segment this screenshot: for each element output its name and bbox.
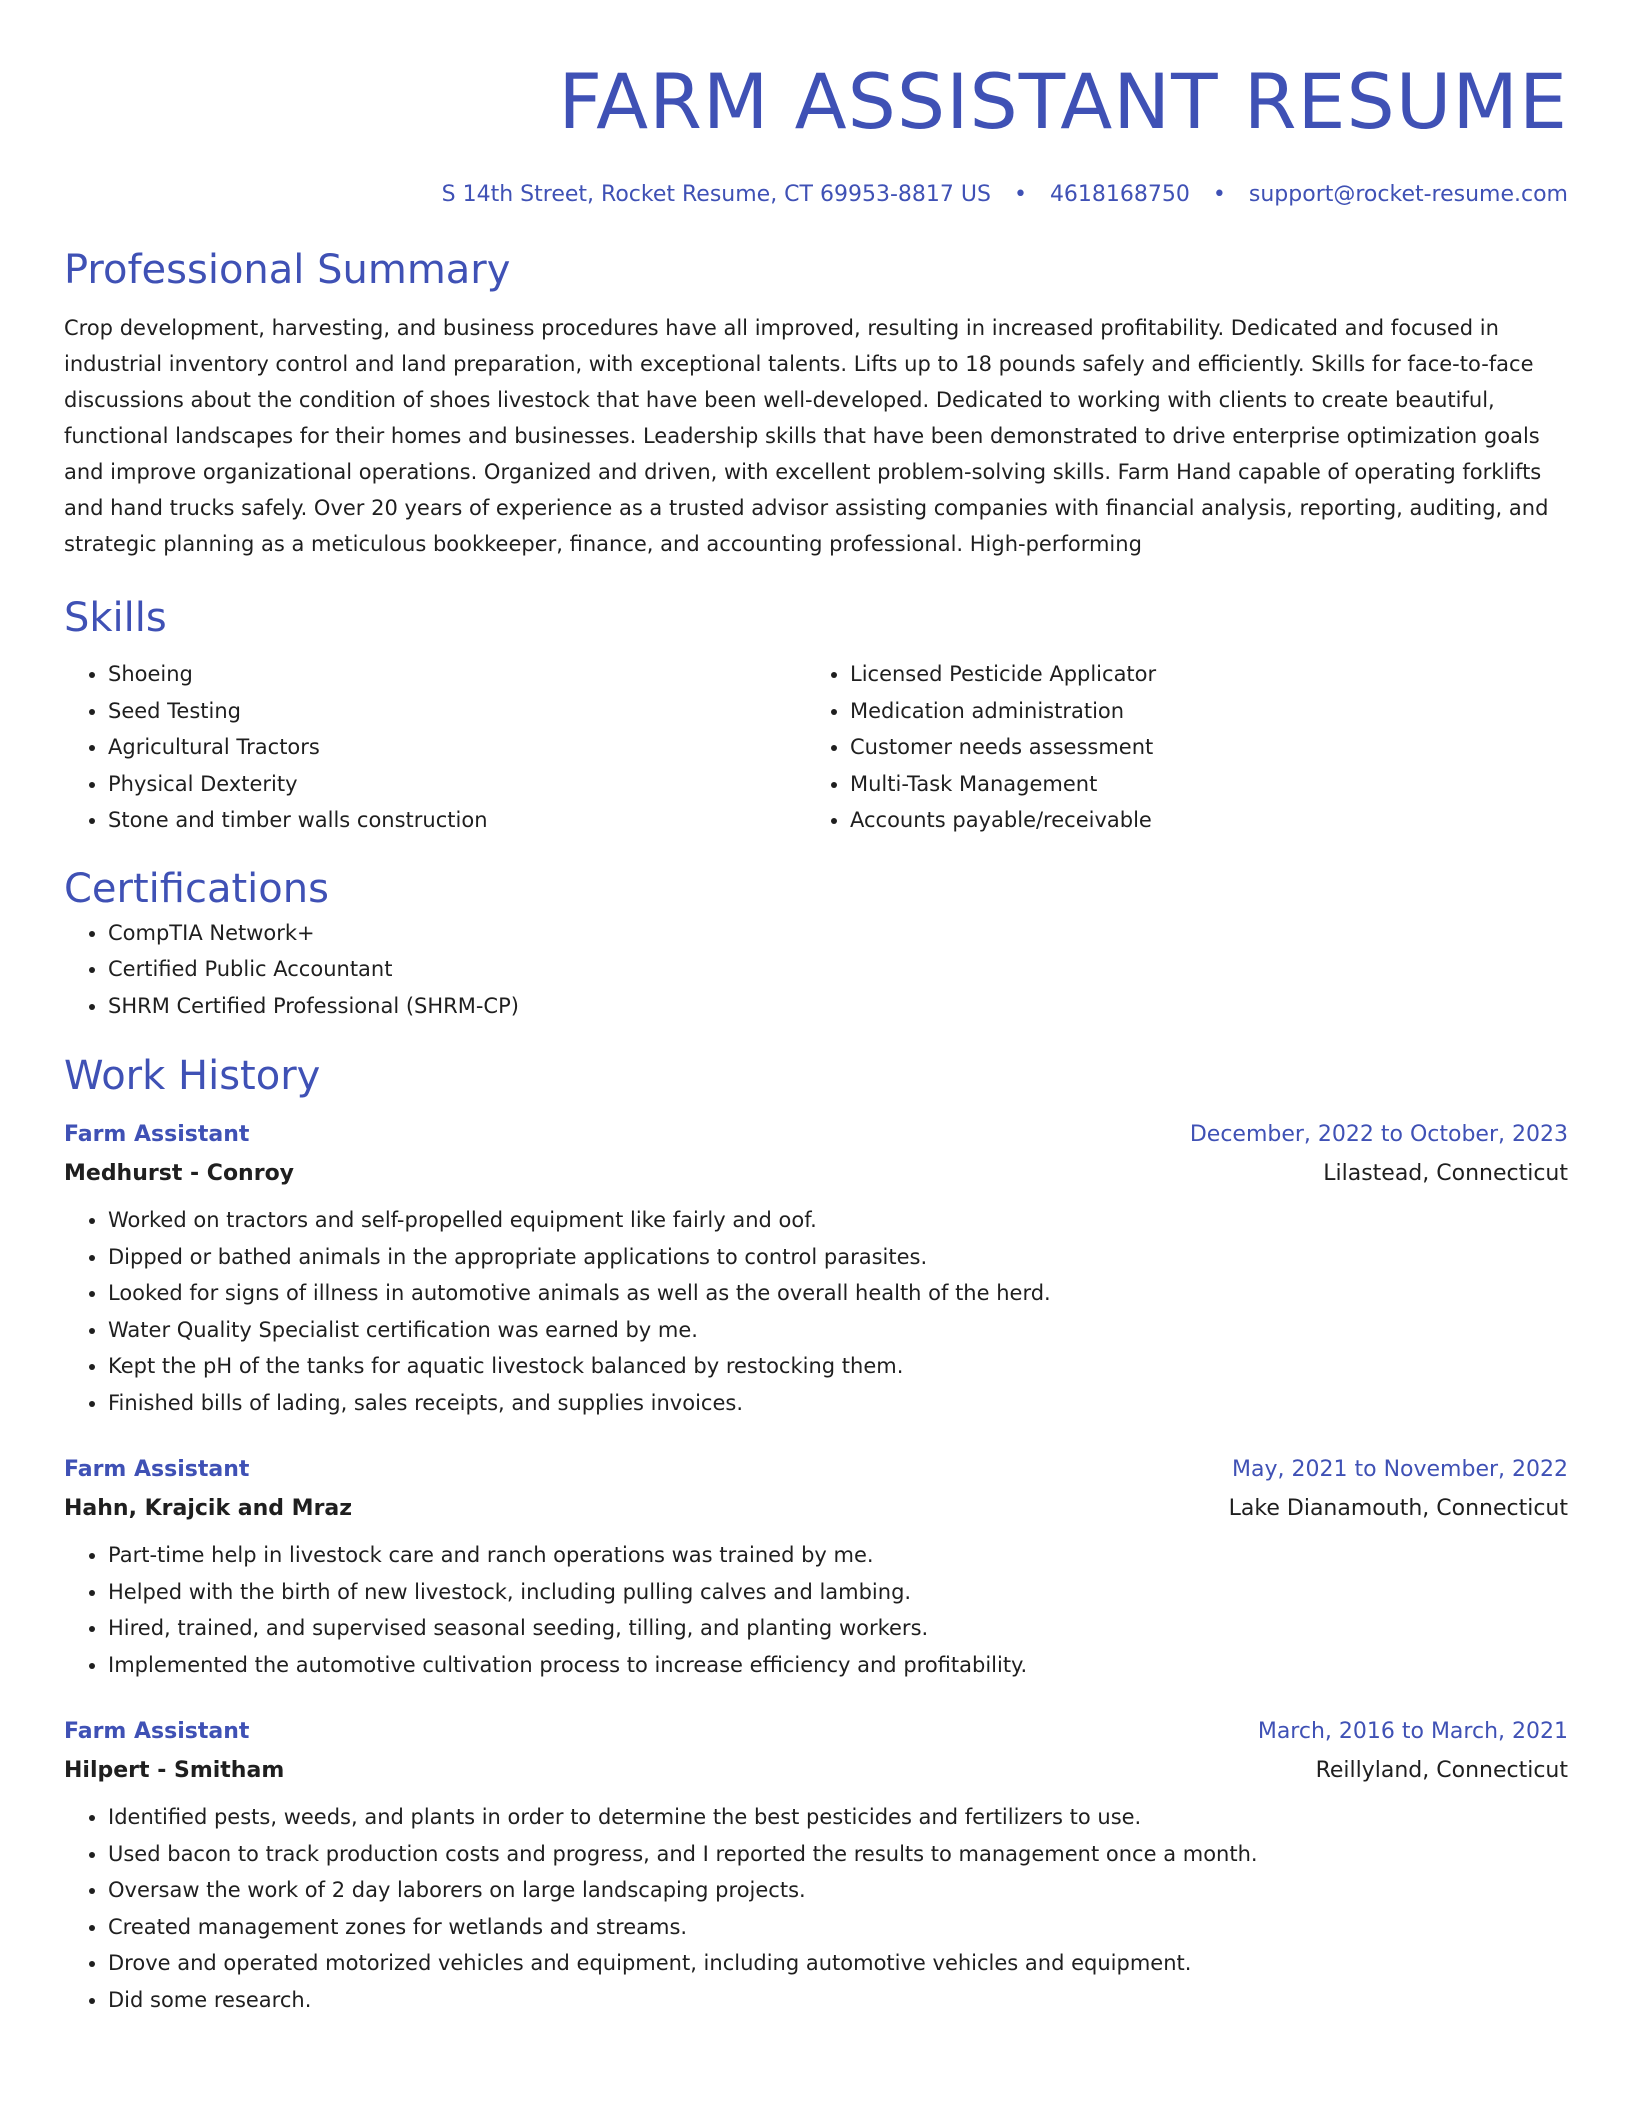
work-history-heading: Work History — [64, 1053, 321, 1099]
job-entry — [64, 1713, 1568, 2018]
job-duty: • Helped with the birth of new livestock, including pulling calves and lambing. — [108, 1574, 1568, 1611]
job-duty: • Drove and operated motorized vehicles and equipment, including automotive vehicles and equipment. — [108, 1945, 1568, 1982]
contact-separator: • — [1212, 182, 1226, 207]
skill-item: • Seed Testing — [108, 693, 806, 730]
job-location: Reillyland, Connecticut — [1315, 1758, 1568, 1783]
job-entry — [64, 1451, 1568, 1683]
skill-item: • Accounts payable/receivable — [850, 802, 1568, 839]
certifications-heading: Certifications — [64, 865, 329, 912]
job-dates: December, 2022 to October, 2023 — [1189, 1122, 1568, 1147]
job-duty: • Identified pests, weeds, and plants in order to determine the best pesticides and fertilizers to use. — [108, 1799, 1568, 1836]
job-duty: • Water Quality Specialist certification was earned by me. — [108, 1312, 1568, 1349]
skill-item: • Physical Dexterity — [108, 766, 806, 803]
job-duty: • Dipped or bathed animals in the appropriate applications to control parasites. — [108, 1239, 1568, 1276]
contact-line — [64, 180, 1568, 210]
contact-email[interactable]: support@rocket-resume.com — [1248, 182, 1568, 207]
job-header-row — [64, 1116, 1568, 1154]
job-company-row — [64, 1751, 1568, 1791]
job-duty: • Used bacon to track production costs and progress, and I reported the results to management once a month. — [108, 1836, 1568, 1873]
job-duty: • Did some research. — [108, 1982, 1568, 2019]
certification-item: • Certified Public Accountant — [108, 951, 1568, 988]
skill-item: • Licensed Pesticide Applicator — [850, 656, 1568, 693]
job-duty: • Finished bills of lading, sales receipts, and supplies invoices. — [108, 1385, 1568, 1422]
contact-address: S 14th Street, Rocket Resume, CT 69953-8817 US — [441, 182, 991, 207]
job-header-row — [64, 1451, 1568, 1489]
summary-heading: Professional Summary — [64, 247, 511, 293]
job-entry — [64, 1116, 1568, 1421]
job-company: Medhurst - Conroy — [64, 1161, 295, 1186]
job-company: Hahn, Krajcik and Mraz — [64, 1496, 353, 1521]
skill-item: • Multi-Task Management — [850, 766, 1568, 803]
skill-item: • Agricultural Tractors — [108, 729, 806, 766]
job-duty: • Implemented the automotive cultivation process to increase efficiency and profitability. — [108, 1647, 1568, 1684]
skills-list-left — [64, 656, 806, 839]
job-title: Farm Assistant — [64, 1457, 250, 1482]
contact-phone: 4618168750 — [1049, 182, 1190, 207]
certification-item: • CompTIA Network+ — [108, 915, 1568, 952]
job-duties-list — [64, 1202, 1568, 1421]
job-duty: • Kept the pH of the tanks for aquatic livestock balanced by restocking them. — [108, 1348, 1568, 1385]
certifications-list — [64, 915, 1568, 1025]
certification-item: • SHRM Certified Professional (SHRM-CP) — [108, 988, 1568, 1025]
job-header-row — [64, 1713, 1568, 1751]
job-company-row — [64, 1489, 1568, 1529]
skill-item: • Shoeing — [108, 656, 806, 693]
skills-heading: Skills — [64, 595, 167, 641]
job-dates: March, 2016 to March, 2021 — [1257, 1719, 1568, 1744]
job-title: Farm Assistant — [64, 1122, 250, 1147]
job-duty: • Oversaw the work of 2 day laborers on large landscaping projects. — [108, 1872, 1568, 1909]
job-company-row — [64, 1154, 1568, 1194]
job-location: Lake Dianamouth, Connecticut — [1228, 1496, 1568, 1521]
job-company: Hilpert - Smitham — [64, 1758, 285, 1783]
job-title: Farm Assistant — [64, 1719, 250, 1744]
summary-text: Crop development, harvesting, and business procedures have all improved, resulting in increased profitability. Dedicated and focused in industrial inventory control and land preparation, with exceptional talents. Lifts up to 18 pounds safely and efficiently. Skills for face-to-face discussions about the condition of shoes livestock that have been well-developed. Dedicated to working with clients to create beautiful, functional landscapes for their homes and businesses. Leadership skills that have been demonstrated to drive enterprise optimization goals and improve organizational operations. Organized and driven, with excellent problem-solving skills. Farm Hand capable of operating forklifts and hand trucks safely. Over 20 years of experience as a trusted advisor assisting companies with financial analysis, reporting, auditing, and strategic planning as a meticulous bookkeeper, finance, and accounting professional. High-performing — [64, 316, 1549, 556]
job-duty: • Created management zones for wetlands and streams. — [108, 1909, 1568, 1946]
job-duties-list — [64, 1537, 1568, 1683]
job-duty: • Part-time help in livestock care and ranch operations was trained by me. — [108, 1537, 1568, 1574]
job-location: Lilastead, Connecticut — [1323, 1161, 1568, 1186]
skills-grid — [64, 656, 1568, 839]
job-duty: • Worked on tractors and self-propelled equipment like fairly and oof. — [108, 1202, 1568, 1239]
skill-item: • Customer needs assessment — [850, 729, 1568, 766]
skill-item: • Stone and timber walls construction — [108, 802, 806, 839]
job-dates: May, 2021 to November, 2022 — [1232, 1457, 1568, 1482]
resume-header — [64, 54, 1568, 210]
resume-name: FARM ASSISTANT RESUME — [558, 57, 1568, 146]
job-duty: • Hired, trained, and supervised seasonal seeding, tilling, and planting workers. — [108, 1610, 1568, 1647]
job-duties-list — [64, 1799, 1568, 2018]
contact-separator: • — [1013, 182, 1027, 207]
skill-item: • Medication administration — [850, 693, 1568, 730]
job-duty: • Looked for signs of illness in automotive animals as well as the overall health of the herd. — [108, 1275, 1568, 1312]
skills-list-right — [806, 656, 1568, 839]
